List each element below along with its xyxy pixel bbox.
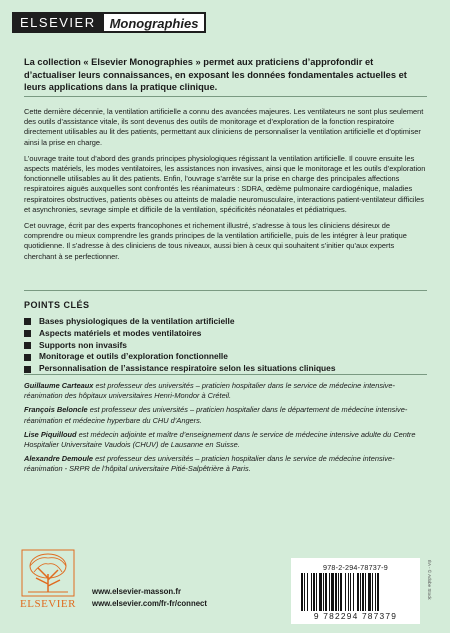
- list-item: [24, 351, 427, 363]
- bullet-square-icon: [24, 330, 31, 337]
- bullet-square-icon: [24, 366, 31, 373]
- key-points-list: [24, 316, 427, 375]
- barcode-digits: 9 782294 787379: [313, 611, 398, 621]
- author-name: Guillaume Carteaux: [24, 381, 94, 390]
- divider: [24, 290, 427, 291]
- bullet-square-icon: [24, 342, 31, 349]
- authors: [24, 381, 427, 479]
- intro-text: La collection « Elsevier Monographies » permet aux praticiens d’approfondir et d’actualiser leurs connaissances, en exposant les données fondamentales actuelles et leurs applications dans la pratique clinique.: [24, 57, 407, 92]
- url-link[interactable]: www.elsevier-masson.fr: [92, 587, 181, 596]
- key-point-text: Supports non invasifs: [39, 339, 127, 350]
- paragraph: Cette dernière décennie, la ventilation artificielle a connu des avancées majeures. Les ventilateurs ne sont plus seulement des outils d’assistance vitale, ils sont devenus des outils de monitorage et d’exploration de la fonction respiratoire directement utilisables au lit des patients, permettant aux cliniciens de personnaliser la ventilation artificielle et d’optimiser ainsi la prise en charge.: [24, 107, 424, 147]
- collection-brand: [12, 12, 206, 33]
- list-item: [24, 316, 427, 328]
- barcode-icon: [301, 573, 410, 611]
- collection-name: Monographies: [104, 14, 205, 31]
- list-item: [24, 328, 427, 340]
- divider: [24, 96, 427, 97]
- author-entry: [24, 454, 427, 474]
- elsevier-logo-text: ELSEVIER: [20, 598, 76, 610]
- author-name: François Beloncle: [24, 405, 88, 415]
- author-entry: [24, 430, 427, 450]
- author-bio: est professeur des universités – praticien hospitalier dans le service de médecine intensive-réanimation - SRPR de l’hôpital universitaire Pitié-Salpêtrière à Paris.: [24, 454, 395, 474]
- key-point-text: Bases physiologiques de la ventilation artificielle: [39, 316, 235, 326]
- url-link[interactable]: www.elsevier.com/fr-fr/connect: [92, 598, 207, 608]
- photo-credit: ÉA - © Adobe Stock: [427, 560, 432, 600]
- paragraph: Cet ouvrage, écrit par des experts francophones et richement illustré, s’adresse à tous les cliniciens désireux de comprendre ou mieux comprendre les grands principes de la ventilation artificielle, puis de les intégrer à leur pratique quotidienne. Il s’adresse à des cliniciens de tous niveaux, aussi bien à ceux qui souhaitent s’initier qu’aux experts cherchant à se perfectionner.: [24, 221, 407, 261]
- key-point-text: Personnalisation de l’assistance respiratoire selon les situations cliniques: [39, 363, 336, 374]
- isbn: 978-2-294-78737-9: [323, 563, 388, 572]
- divider: [24, 374, 427, 375]
- description: [24, 107, 427, 268]
- publisher-links: [92, 586, 207, 609]
- author-name: Lise Piquilloud: [24, 429, 77, 439]
- paragraph: L’ouvrage traite tout d’abord des grands principes physiologiques régissant la ventilation artificielle. Il couvre ensuite les aspects matériels, les modes ventilatoires, les assistances non invasives, ainsi que le monitorage et les outils d’exploration fonctionnelle utilisables au lit des patients. Enfin, l’ouvrage s’arrête sur la prise en charge des principales affections respiratoires aiguës auxquelles sont confrontés les réanimateurs : SDRA, œdème pulmonaire cardiogénique, maladies respiratoires obstructives, patients obèses ou atteints de maladie neuromusculaire, interactions patient-ventilateur difficiles et asynchronies, sevrage simple et difficile de la ventilation, spécificités néonatales et pédiatriques.: [24, 153, 426, 214]
- key-points-title: POINTS CLÉS: [24, 300, 90, 310]
- barcode: [291, 558, 420, 624]
- author-name: Alexandre Demoule: [24, 454, 94, 464]
- author-bio: est professeur des universités – praticien hospitalier dans le département de médecine intensive-réanimation et médecine hyperbare du CHU d’Angers.: [24, 405, 408, 425]
- bullet-square-icon: [24, 354, 31, 361]
- bullet-square-icon: [24, 318, 31, 325]
- key-point-text: Aspects matériels et modes ventilatoires: [39, 327, 202, 338]
- author-bio: est médecin adjointe et maître d’enseignement dans le service de médecine intensive adulte du Centre Hospitalier Universitaire Vaudois (CHUV) de Lausanne en Suisse.: [24, 429, 416, 450]
- author-entry: [24, 381, 427, 401]
- list-item: [24, 340, 427, 352]
- key-point-text: Monitorage et outils d’exploration fonctionnelle: [39, 351, 228, 362]
- author-entry: [24, 405, 427, 425]
- author-bio: est professeur des universités – praticien hospitalier dans le service de médecine intensive-réanimation des hôpitaux universitaires Henri-Mondor à Créteil.: [24, 381, 395, 401]
- elsevier-wordmark: ELSEVIER: [20, 15, 96, 30]
